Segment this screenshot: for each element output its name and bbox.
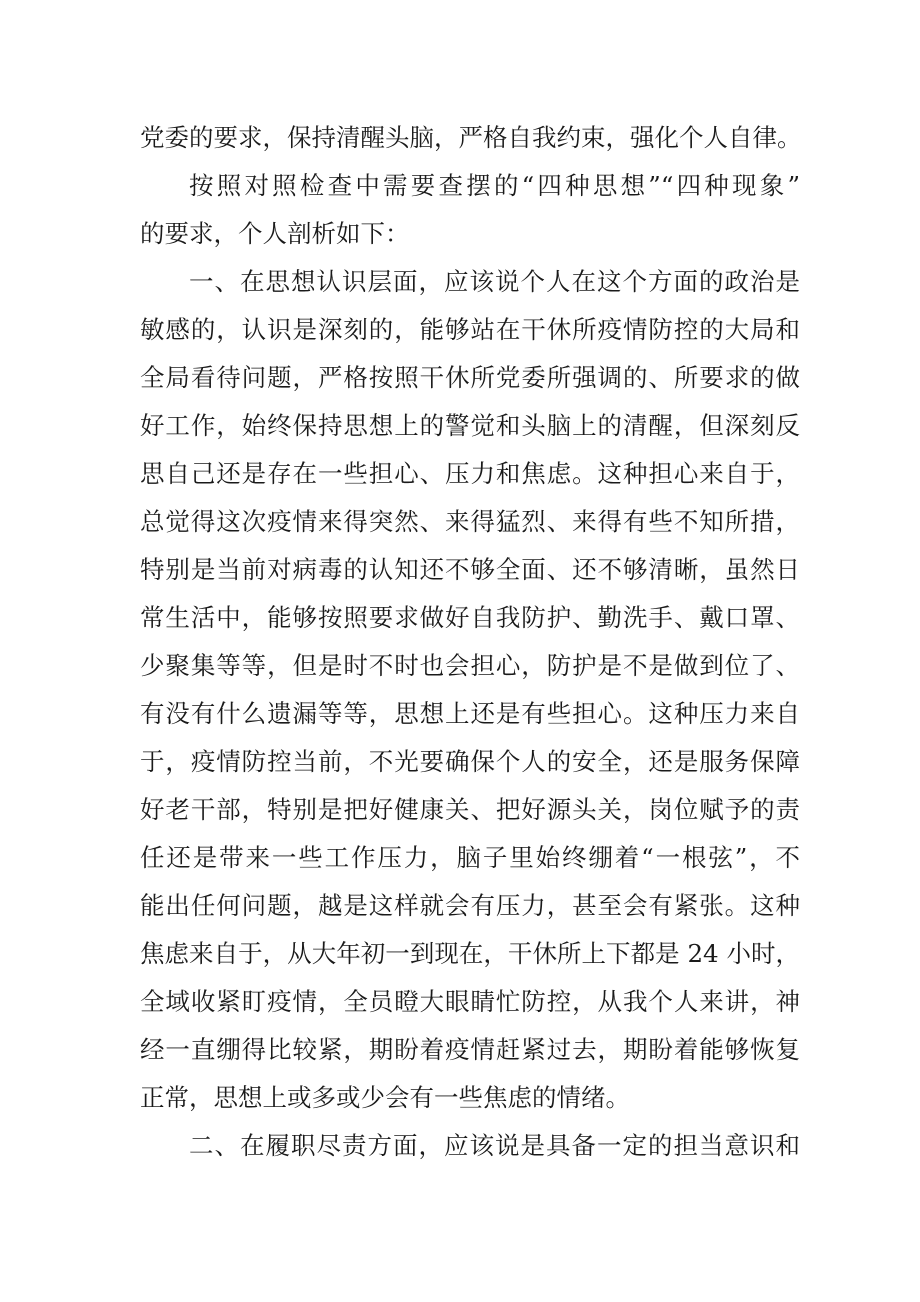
text-line-19: 全域收紧盯疫情，全员瞪大眼睛忙防控，从我个人来讲，神	[140, 987, 800, 1016]
text-line-9: 总觉得这次疫情来得突然、来得猛烈、来得有些不知所措，	[140, 507, 800, 536]
text-line-21: 正常，思想上或多或少会有一些焦虑的情绪。	[140, 1083, 630, 1112]
text-line-20: 经一直绷得比较紧，期盼着疫情赶紧过去，期盼着能够恢复	[140, 1035, 800, 1064]
text-line-15: 好老干部，特别是把好健康关、把好源头关，岗位赋予的责	[140, 795, 800, 824]
text-line-1: 党委的要求，保持清醒头脑，严格自我约束，强化个人自律。	[140, 123, 802, 152]
text-line-18: 焦虑来自于，从大年初一到现在，干休所上下都是 24 小时，	[140, 939, 800, 968]
text-line-3: 的要求，个人剖析如下：	[140, 219, 410, 248]
text-line-13: 有没有什么遗漏等等，思想上还是有些担心。这种压力来自	[140, 699, 800, 728]
text-line-2: 按照对照检查中需要查摆的“四种思想”“四种现象”	[189, 171, 800, 200]
text-line-5: 敏感的，认识是深刻的，能够站在干休所疫情防控的大局和	[140, 315, 800, 344]
text-line-16: 任还是带来一些工作压力，脑子里始终绷着“一根弦”，不	[140, 843, 800, 872]
text-line-7: 好工作，始终保持思想上的警觉和头脑上的清醒，但深刻反	[140, 411, 800, 440]
text-line-12: 少聚集等等，但是时不时也会担心，防护是不是做到位了、	[140, 651, 800, 680]
text-line-4: 一、在思想认识层面，应该说个人在这个方面的政治是	[189, 267, 800, 296]
text-line-14: 于，疫情防控当前，不光要确保个人的安全，还是服务保障	[140, 747, 800, 776]
text-line-8: 思自己还是存在一些担心、压力和焦虑。这种担心来自于，	[140, 459, 800, 488]
text-line-22: 二、在履职尽责方面，应该说是具备一定的担当意识和	[189, 1131, 800, 1160]
text-line-17: 能出任何问题，越是这样就会有压力，甚至会有紧张。这种	[140, 891, 800, 920]
text-line-6: 全局看待问题，严格按照干休所党委所强调的、所要求的做	[140, 363, 800, 392]
text-line-11: 常生活中，能够按照要求做好自我防护、勤洗手、戴口罩、	[140, 603, 800, 632]
text-line-10: 特别是当前对病毒的认知还不够全面、还不够清晰，虽然日	[140, 555, 800, 584]
